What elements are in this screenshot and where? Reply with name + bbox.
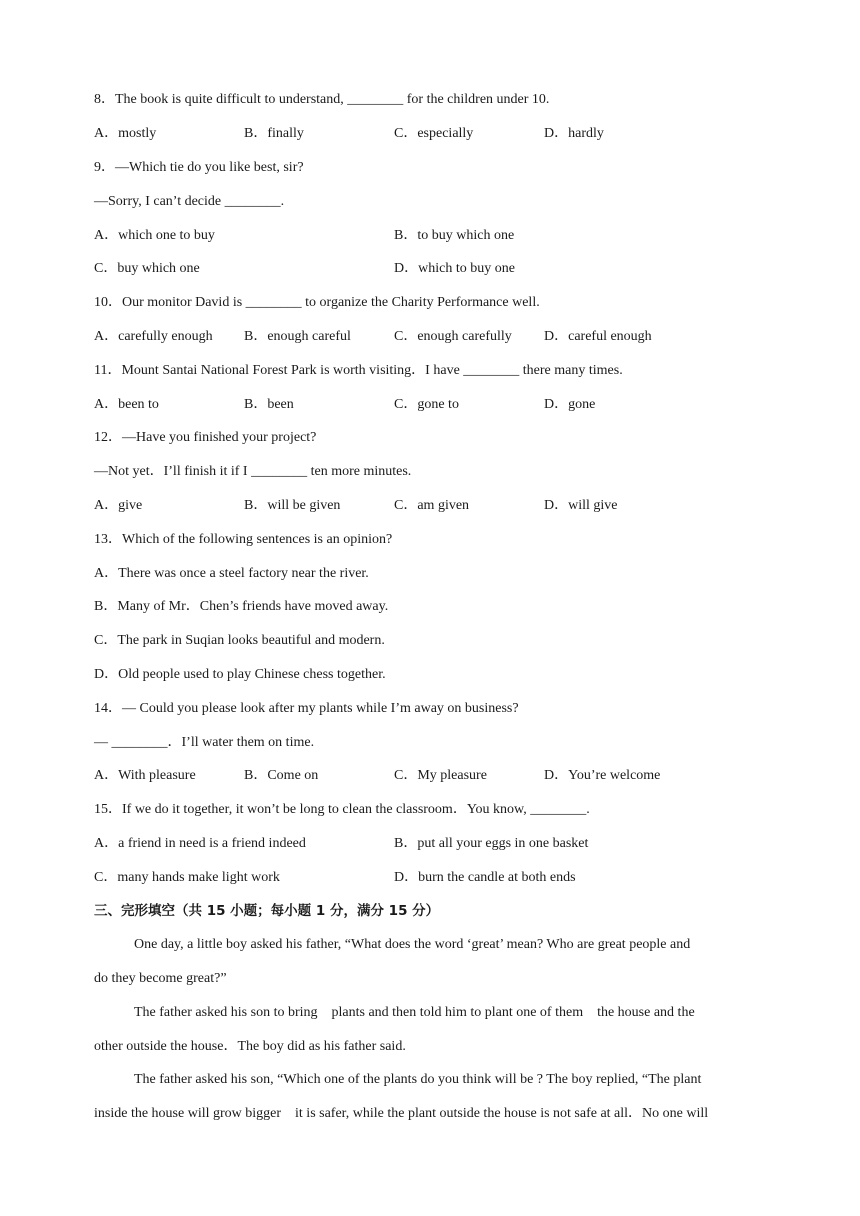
q12-option-a: A．give [94, 498, 143, 513]
q15-option-c: C．many hands make light work [94, 870, 280, 885]
q15-option-d: D．burn the candle at both ends [394, 870, 576, 885]
question-9-line2: —Sorry, I can’t decide ________. [94, 194, 285, 209]
q14-option-b: B．Come on [244, 768, 319, 783]
q12-option-c: C．am given [394, 498, 470, 513]
q8-option-c: C．especially [394, 126, 474, 141]
q10-option-b: B．enough careful [244, 329, 351, 344]
question-14-line2: — ________．I’ll water them on time. [94, 735, 315, 750]
section-three-heading: 三、完形填空（共 15 小题；每小题 1 分，满分 15 分） [94, 903, 440, 919]
q13-option-a: A．There was once a steel factory near the river. [94, 566, 369, 581]
q15-option-a: A．a friend in need is a friend indeed [94, 836, 306, 851]
passage-line-4: other outside the house．The boy did as his father said. [94, 1039, 406, 1054]
question-12-stem: 12．—Have you finished your project? [94, 430, 317, 445]
q12-option-d: D．will give [544, 498, 618, 513]
q12-option-b: B．will be given [244, 498, 341, 513]
passage-line-5: The father asked his son, “Which one of the plants do you think will be ? The boy replied, “The plant [134, 1072, 702, 1087]
q14-option-a: A．With pleasure [94, 768, 196, 783]
question-15-stem: 15．If we do it together, it won’t be long to clean the classroom．You know, ________. [94, 802, 590, 817]
q8-option-b: B．finally [244, 126, 304, 141]
q14-option-c: C．My pleasure [394, 768, 487, 783]
passage-line-1: One day, a little boy asked his father, “What does the word ‘great’ mean? Who are great people and [134, 937, 691, 952]
passage-line-2: do they become great?” [94, 971, 227, 986]
q11-option-c: C．gone to [394, 397, 459, 412]
q13-option-d: D．Old people used to play Chinese chess together. [94, 667, 386, 682]
passage-line-6: inside the house will grow bigger it is safer, while the plant outside the house is not safe at all．No one will [94, 1106, 709, 1121]
q14-option-d: D．You’re welcome [544, 768, 661, 783]
q9-option-a: A．which one to buy [94, 228, 215, 243]
q10-option-d: D．careful enough [544, 329, 652, 344]
q15-option-b: B．put all your eggs in one basket [394, 836, 589, 851]
question-14-stem: 14．— Could you please look after my plants while I’m away on business? [94, 701, 519, 716]
q13-option-c: C．The park in Suqian looks beautiful and modern. [94, 633, 385, 648]
q10-option-a: A．carefully enough [94, 329, 213, 344]
q9-option-c: C．buy which one [94, 261, 200, 276]
q10-option-c: C．enough carefully [394, 329, 512, 344]
q11-option-d: D．gone [544, 397, 596, 412]
question-13-stem: 13．Which of the following sentences is an opinion? [94, 532, 393, 547]
passage-line-3: The father asked his son to bring plants and then told him to plant one of them the house and the [134, 1005, 695, 1020]
q8-option-d: D．hardly [544, 126, 604, 141]
question-12-line2: —Not yet．I’ll finish it if I ________ ten more minutes. [94, 464, 412, 479]
q9-option-b: B．to buy which one [394, 228, 515, 243]
question-9-stem: 9．—Which tie do you like best, sir? [94, 160, 304, 175]
question-10-stem: 10．Our monitor David is ________ to organize the Charity Performance well. [94, 295, 540, 310]
question-8-stem: 8．The book is quite difficult to understand, ________ for the children under 10. [94, 92, 550, 107]
q11-option-b: B．been [244, 397, 294, 412]
question-11-stem: 11．Mount Santai National Forest Park is worth visiting．I have ________ there many times. [94, 363, 623, 378]
q11-option-a: A．been to [94, 397, 159, 412]
q13-option-b: B．Many of Mr．Chen’s friends have moved away. [94, 599, 389, 614]
q9-option-d: D．which to buy one [394, 261, 515, 276]
q8-option-a: A．mostly [94, 126, 157, 141]
